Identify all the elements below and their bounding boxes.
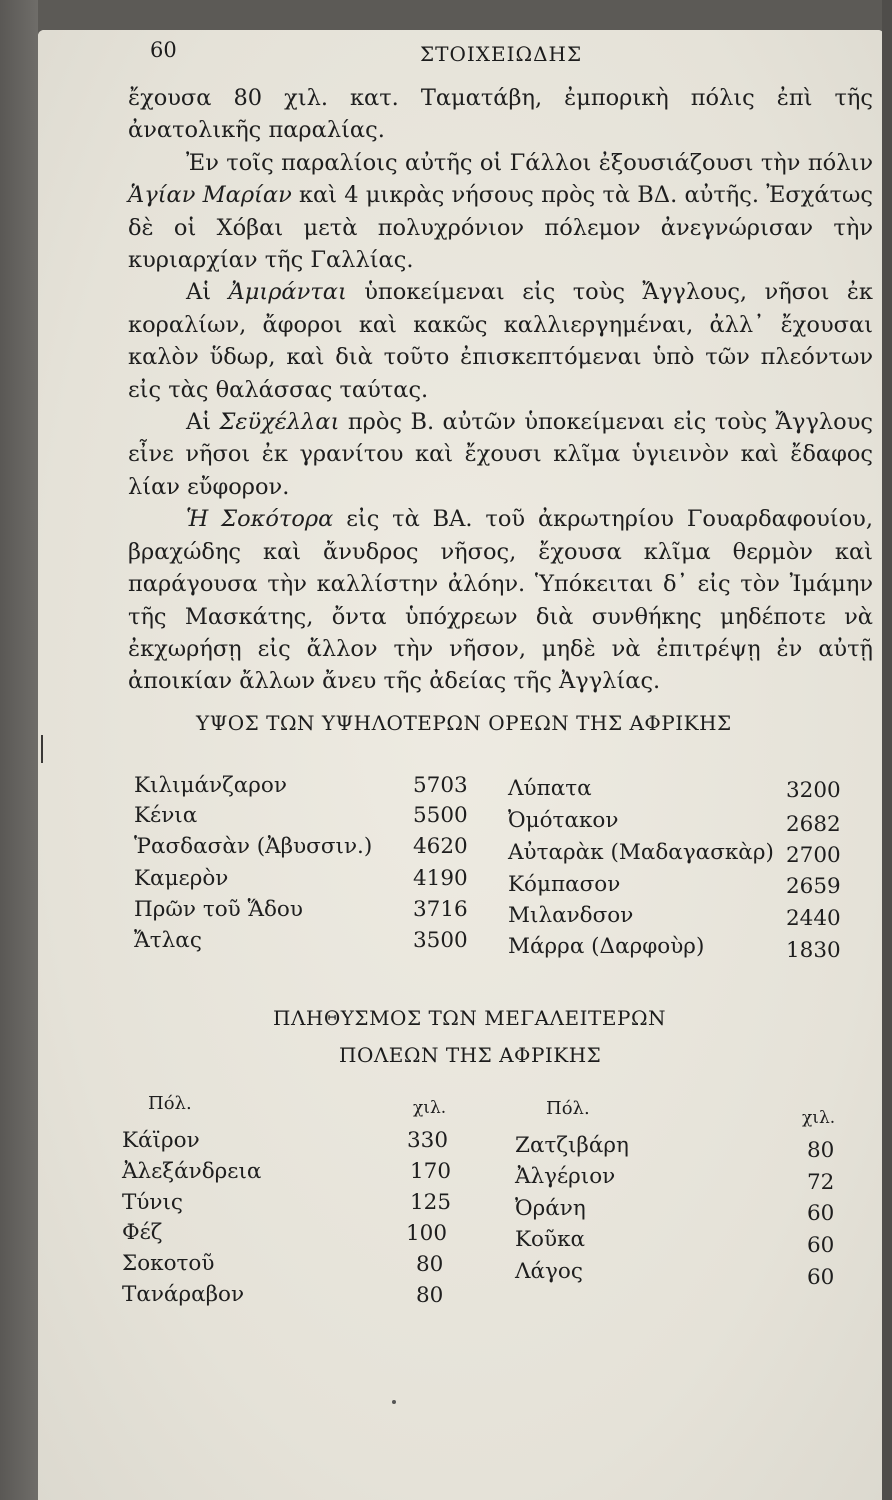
table-row: Κένια — [134, 803, 198, 828]
table-row: Κοῦκα — [515, 1227, 586, 1252]
mountains-title: ΥΨΟΣ ΤΩΝ ΥΨΗΛΟΤΕΡΩΝ ΟΡΕΩΝ ΤΗΣ ΑΦΡΙΚΗΣ — [196, 711, 732, 735]
table-value: 2659 — [786, 874, 841, 899]
table-value: 1830 — [786, 938, 841, 963]
paragraph-4: Αἱ Σεϋχέλλαι πρὸς Β. αὐτῶν ὑποκείμεναι εἰς τοὺς Ἄγγλους εἶνε νῆσοι ἐκ γρανίτου καὶ ἔχουσι κλῖμα ὑγιεινὸν καὶ ἔδαφος λίαν εὔφορον. — [128, 409, 873, 500]
paragraph-1: ἔχουσα 80 χιλ. κατ. Ταματάβη, ἐμπορικὴ πόλις ἐπὶ τῆς ἀνατολικῆς παραλίας. — [128, 85, 873, 144]
table-value: 2682 — [786, 812, 841, 837]
table-value: 60 — [807, 1201, 835, 1226]
table-value: 100 — [406, 1221, 448, 1246]
table-row: Τύνις — [122, 1190, 183, 1215]
table-value: 2700 — [786, 843, 841, 868]
body-text — [128, 82, 873, 698]
table-row: Φέζ — [122, 1220, 163, 1245]
table-value: 4620 — [413, 834, 468, 859]
table-row: Ἀλγέριον — [515, 1164, 616, 1189]
table-row: Πρῶν τοῦ Ἅδου — [134, 897, 303, 922]
table-row: Λάγος — [515, 1259, 583, 1284]
table-row: Ὀμότακον — [508, 808, 619, 833]
table-row: Σοκοτοῦ — [122, 1251, 215, 1276]
table-row: Αὐταρὰκ (Μαδαγασκὰρ) — [508, 840, 774, 865]
paragraph-3: Αἱ Ἀμιράνται ὑποκείμεναι εἰς τοὺς Ἄγγλους, νῆσοι ἐκ κοραλίων, ἄφοροι καὶ κακῶς καλλιεργημέναι, ἀλλ᾽ ἔχουσαι καλὸν ὕδωρ, καὶ διὰ τοῦτο ἐπισκεπτόμεναι ὑπὸ τῶν πλεόντων εἰς τὰς θαλάσσας ταύτας. — [128, 279, 873, 403]
table-row: Λύπατα — [508, 776, 592, 801]
population-title-line1: ΠΛΗΘΥΣΜΟΣ ΤΩΝ ΜΕΓΑΛΕΙΤΕΡΩΝ — [273, 1006, 667, 1030]
table-row: Καμερὸν — [134, 866, 229, 891]
scan-background — [0, 0, 892, 34]
table-row: Ὀράνη — [515, 1196, 586, 1221]
running-head: ΣΤΟΙΧΕΙΩΔΗΣ — [420, 42, 583, 66]
table-value: 60 — [807, 1265, 835, 1290]
scan-left-edge — [0, 0, 38, 1500]
scan-right-edge — [882, 0, 892, 1500]
ink-speck — [392, 1400, 396, 1404]
table-row: Μιλανδσον — [508, 903, 634, 928]
table-value: 80 — [416, 1283, 444, 1308]
table-value: 4190 — [413, 866, 468, 891]
margin-mark — [41, 735, 43, 763]
table-row: Κιλιμάνζαρον — [134, 773, 287, 798]
table-row: Ἄτλας — [134, 928, 202, 953]
table-value: 80 — [807, 1138, 835, 1163]
table-value: 5500 — [413, 803, 468, 828]
table-value: 3200 — [786, 778, 841, 803]
table-value: 125 — [410, 1190, 452, 1215]
table-row: Μάρρα (Δαρφοὺρ) — [508, 934, 705, 959]
column-header-city-right: Πόλ. — [546, 1098, 590, 1119]
table-row: Ἀλεξάνδρεια — [122, 1159, 262, 1184]
population-title-line2: ΠΟΛΕΩΝ ΤΗΣ ΑΦΡΙΚΗΣ — [339, 1043, 602, 1067]
table-value: 170 — [410, 1159, 452, 1184]
table-row: Κόμπασον — [508, 872, 621, 897]
table-value: 80 — [416, 1252, 444, 1277]
paragraph-5: Ἡ Σοκότορα εἰς τὰ ΒΑ. τοῦ ἀκρωτηρίου Γουαρδαφουίου, βραχώδης καὶ ἄνυδρος νῆσος, ἔχουσα κλῖμα θερμὸν καὶ παράγουσα τὴν καλλίστην ἀλόην. Ὑπόκειται δ᾽ εἰς τὸν Ἰμάμην τῆς Μασκάτης, ὄντα ὑπόχρεων διὰ συνθήκης μηδέποτε νὰ ἐκχωρήσῃ εἰς ἄλλον τὴν νῆσον, μηδὲ νὰ ἐπιτρέψῃ ἐν αὐτῇ ἀποικίαν ἄλλων ἄνευ τῆς ἀδείας τῆς Ἀγγλίας. — [128, 506, 873, 695]
column-header-city: Πόλ. — [148, 1093, 192, 1114]
table-row: Ζατζιβάρη — [515, 1133, 629, 1158]
table-value: 3716 — [413, 897, 468, 922]
table-value: 2440 — [786, 906, 841, 931]
table-row: Κάϊρον — [122, 1128, 200, 1153]
table-value: 72 — [807, 1170, 835, 1195]
column-header-unit-right: χιλ. — [802, 1108, 836, 1128]
table-value: 3500 — [413, 928, 468, 953]
table-row: Τανάραβον — [122, 1282, 245, 1307]
paragraph-2: Ἐν τοῖς παραλίοις αὐτῆς οἱ Γάλλοι ἐξουσιάζουσι τὴν πόλιν Ἁγίαν Μαρίαν καὶ 4 μικρὰς νήσους πρὸς τὰ ΒΔ. αὐτῆς. Ἐσχάτως δὲ οἱ Χόβαι μετὰ πολυχρόνιον πόλεμον ἀνεγνώρισαν τὴν κυριαρχίαν τῆς Γαλλίας. — [128, 149, 873, 274]
page-number: 60 — [150, 38, 177, 62]
table-value: 60 — [807, 1233, 835, 1258]
table-row: Ῥασδασὰν (Ἀβυσσιν.) — [134, 834, 373, 859]
table-value: 5703 — [413, 773, 468, 798]
column-header-unit: χιλ. — [413, 1098, 447, 1118]
table-value: 330 — [407, 1128, 449, 1153]
